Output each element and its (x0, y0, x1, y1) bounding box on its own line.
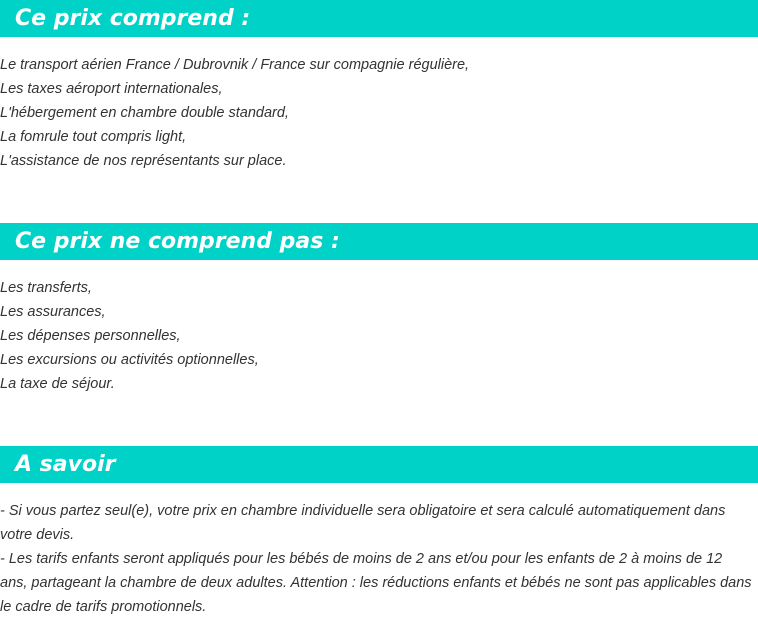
list-item: Les taxes aéroport internationales, (0, 81, 223, 97)
list-item: La fomrule tout compris light, (0, 129, 187, 145)
section-header-included (0, 0, 758, 37)
list-item: Les excursions ou activités optionnelles, (0, 352, 259, 368)
section-title-good-to-know: A savoir (15, 452, 116, 477)
section-header-good-to-know (0, 446, 758, 483)
section-header-not-included (0, 223, 758, 260)
section-title-not-included: Ce prix ne comprend pas : (15, 229, 340, 254)
list-item: L'hébergement en chambre double standard, (0, 105, 289, 121)
list-item: Les dépenses personnelles, (0, 328, 181, 344)
list-item: Le transport aérien France / Dubrovnik / France sur compagnie régulière, (0, 57, 470, 73)
section-title-included: Ce prix comprend : (15, 6, 251, 31)
list-item: La taxe de séjour. (0, 376, 115, 392)
info-paragraph: - Si vous partez seul(e), votre prix en chambre individuelle sera obligatoire et sera calculé automatiquement dans votre devis. (0, 503, 726, 543)
list-item: Les assurances, (0, 304, 106, 320)
section-body-included (0, 53, 752, 173)
info-paragraph: - Les tarifs enfants seront appliqués pour les bébés de moins de 2 ans et/ou pour les enfants de 2 à moins de 12 ans, partageant la chambre de deux adultes. Attention : les réductions enfants et bébés ne sont pas applicables dans le cadre de tarifs promotionnels. (0, 551, 752, 615)
section-body-good-to-know (0, 499, 752, 619)
list-item: L'assistance de nos représentants sur place. (0, 153, 287, 169)
section-body-not-included (0, 276, 752, 396)
list-item: Les transferts, (0, 280, 92, 296)
